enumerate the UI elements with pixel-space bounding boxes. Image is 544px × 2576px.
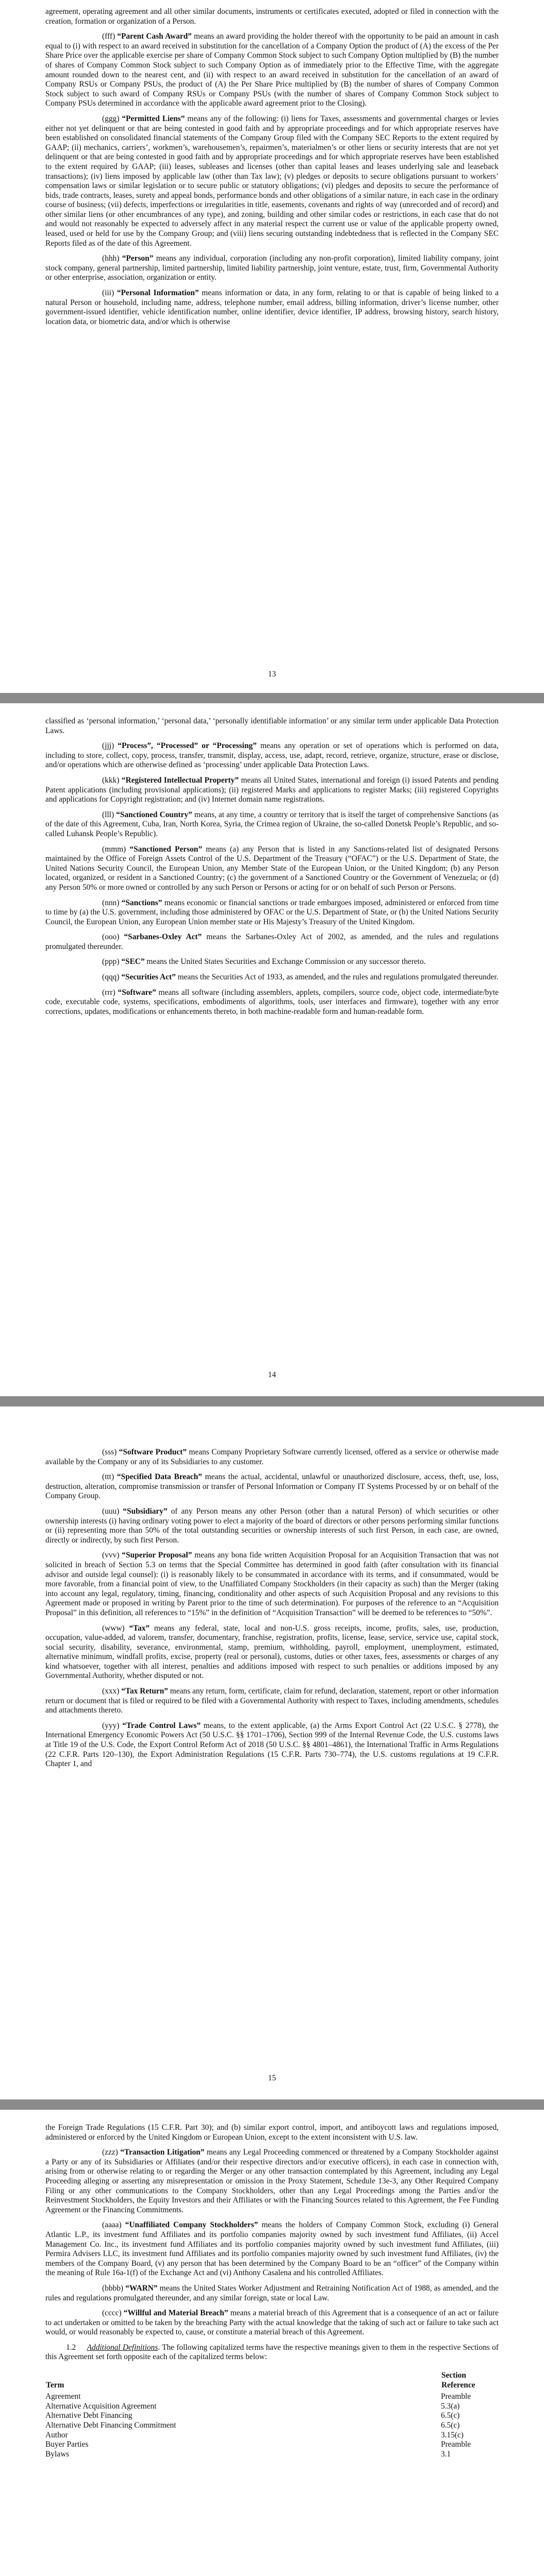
reference-column-header: Section Reference [441,2371,475,2389]
defined-term: “Sarbanes-Oxley Act” [124,933,202,942]
defined-term: “Permitted Liens” [122,114,185,123]
definition-text: means any Legal Proceeding commenced or threatened by a Company Stockholder against a Party or any of its Subsidiaries or Affiliates (and/or their respective directors and/or executive officers), in each case in connection with, arising from or otherwise relating to or regarding the Merger or any other transaction contemplated by this Agreement, including any Legal Proceeding alleging or asserting any misrepresentation or omission in the Proxy Statement, Schedule 13e-3, any Other Required Company Filing or any other communications to the Company Stockholders, other than any Legal Proceedings among the Parties and/or the Reinvestment Stockholders, the Equity Investors and their Affiliates or with the Financing Sources related to this Agreement, the Fee Funding Agreement or the Financing Commitments. [45,2148,499,2214]
definition-label: (zzz) [102,2148,118,2157]
term-cell: Bylaws [45,2449,70,2459]
paragraph-text: classified as ‘personal information,’ ‘personal data,’ ‘personally identifiable information’ or any similar term under applicable Data Protection Laws. [45,717,499,735]
defined-term: “Securities Act” [121,973,176,982]
definition-text: means an award providing the holder thereof with the opportunity to be paid an amount in cash equal to (i) with respect to an award received in substitution for the cancellation of a Company Option the product of (A) the excess of the Per Share Price over the applicable exercise per share of Company Common Stock subject to such Company Option multiplied by (B) the number of shares of Company Common Stock subject to such Company Option as of immediately prior to the Effective Time, with the aggregate amount rounded down to the nearest cent, and (ii) with respect to an award received in substitution for the cancellation of an award of Company RSUs or Company PSUs, the product of (A) the Per Share Price multiplied by (B) the number of shares of Company Common Stock subject to such award of Company RSUs or Company PSUs (with the number of shares of Company Common Stock subject to Company PSUs determined in accordance with the applicable award agreement prior to the Closing). [45,32,499,108]
definition-label: (ttt) [102,1472,114,1482]
table-row [45,2392,499,2402]
definition-iii [45,289,499,327]
definition-text: means any bona fide written Acquisition Proposal for an Acquisition Transaction that was not solicited in breach of Section 5.3 on terms that the Special Committee has determined in good faith (after consultation with its financial advisor and outside legal counsel): (i) is reasonably likely to be consummated in accordance with its terms, and if consummated, would be more favorable, from a financial point of view, to the Unaffiliated Company Stockholders (in their capacity as such) than the Merger (taking into account any legal, regulatory, timing, financing, conditionality and other aspects of such Acquisition Proposal and any revisions to this Agreement made or proposed in writing by Parent prior to the time of such determination). For purposes of the reference to an “Acquisition Proposal” in this definition, all references to “15%” in the definition of “Acquisition Transaction” will be deemed to be references to “50%”. [45,1551,499,1617]
definition-xxx [45,1687,499,1716]
definition-label: (nnn) [102,898,120,907]
definition-mmm [45,845,499,893]
defined-term: “Sanctions” [121,898,162,907]
defined-term: “Software” [118,988,156,997]
defined-term: “Superior Proposal” [122,1551,192,1560]
defined-term: “Sanctioned Country” [116,810,192,819]
defined-term: “Willful and Material Breach” [123,2309,228,2318]
definition-ooo [45,933,499,952]
definition-label: (qqq) [102,973,120,982]
definition-nnn [45,899,499,927]
definition-label: (bbbb) [102,2283,124,2293]
reference-cell: Preamble [441,2440,471,2449]
definition-label: (ooo) [102,933,120,942]
definition-label: (kkk) [102,775,120,785]
reference-cell: 5.3(a) [441,2401,460,2411]
definition-text: means the actual, accidental, unlawful or unauthorized disclosure, access, theft, use, loss, destruction, alteration, compromise transmission or transfer of Personal Information or Company IT Systems Processed by or on behalf of the Company Group. [45,1472,499,1501]
definition-text: means, to the extent applicable, (a) the Arms Export Control Act (22 U.S.C. § 2778), the International Emergency Economic Powers Act (50 U.S.C. §§ 1701–1706), Section 999 of the Internal Revenue Code, the U.S. customs laws at Title 19 of the U.S. Code, the Export Control Reform Act of 2018 (50 U.S.C. §§ 4801–4861), the International Traffic in Arms Regulations (22 C.F.R. Parts 120–130), the Export Administration Regulations (15 C.F.R. Parts 730–774), the U.S. customs regulations at 19 C.F.R. Chapter 1, and [45,1721,499,1769]
definition-ppp [45,957,499,967]
defined-term: “Registered Intellectual Property” [121,775,239,785]
reference-cell: Preamble [441,2392,471,2401]
definition-label: (vvv) [102,1551,120,1560]
paragraph-text: agreement, operating agreement and all other similar documents, instruments or certificates executed, adopted or filed in connection with the creation, formation or organization of a Person. [45,7,499,26]
definition-ttt [45,1472,499,1501]
defined-term: “Trade Control Laws” [122,1721,201,1730]
definition-bbbb [45,2284,499,2303]
defined-term: “Process”, “Processed” or “Processing” [118,741,257,751]
defined-term: “Personal Information” [117,289,199,298]
definition-label: (yyy) [102,1721,120,1730]
page-number: 13 [268,670,276,679]
definition-cccc [45,2309,499,2337]
section-number: 1.2 [66,2343,76,2352]
reference-cell: 6.5(c) [441,2421,460,2430]
defined-term: “Unaffiliated Company Stockholders” [125,2221,258,2230]
definition-jjj [45,741,499,770]
defined-term: “Software Product” [119,1448,187,1456]
page-15 [0,1406,544,2099]
defined-term: “Specified Data Breach” [117,1472,202,1482]
defined-term: “Parent Cash Award” [117,32,192,41]
definition-text: means any individual, corporation (including any non-profit corporation), limited liability company, joint stock company, general partnership, limited partnership, limited liability partnership, joint venture, estate, trust, firm, Governmental Authority or other enterprise, association, organization or entity. [45,254,499,282]
definition-ggg [45,114,499,248]
definition-yyy [45,1721,499,1769]
table-row [45,2431,499,2441]
defined-term: “Subsidiary” [123,1506,168,1516]
definition-label: (sss) [102,1448,117,1456]
page-number: 15 [268,2074,276,2082]
table-row [45,2402,499,2412]
page-15-body [45,1448,499,1769]
table-row [45,2421,499,2431]
definition-lll [45,810,499,839]
paragraph [45,7,499,26]
reference-cell: 6.5(c) [441,2411,460,2420]
definition-label: (mmm) [102,844,126,854]
reference-cell: 3.1 [441,2449,451,2459]
table-row [45,2411,499,2421]
definition-text: means information or data, in any form, relating to or that is capable of being linked to a natural Person or household, including name, address, telephone number, email address, billing information, driver’s license number, other government-issued identifier, vehicle identification number, online identifier, device identifier, IP address, browsing history, search history, location data, or biometric data, and/or which is otherwise [45,289,499,326]
definition-label: (hhh) [102,254,120,263]
term-column-header: Term [46,2380,64,2389]
paragraph-text: the Foreign Trade Regulations (15 C.F.R. Part 30); and (b) similar export control, import, and antiboycott laws and regulations imposed, administered or enforced by the United Kingdom or European Union, except to the extent inconsistent with U.S. law. [45,2123,499,2142]
term-cell: Alternative Acquisition Agreement [45,2401,157,2411]
definition-label: (uuu) [102,1506,120,1516]
defined-term: “SEC” [121,957,145,967]
definition-www [45,1624,499,1682]
page-14 [0,703,544,1396]
definition-text: means Company Proprietary Software currently licensed, offered as a service or otherwise made available by the Company or any of its Subsidiaries to any customer. [45,1448,499,1466]
definition-hhh [45,254,499,283]
page-14-body [45,717,499,1016]
definition-text: means any operation or set of operations which is performed on data, including to store, collect, copy, process, transfer, transmit, display, access, use, adapt, record, retrieve, organize, structure, erase or disclose, and/or operations which are otherwise defined as ‘processing’ under applicable Data Protection Laws. [45,741,499,770]
definition-text: means all United States, international and foreign (i) issued Patents and pending Patent applications (including provisional applications); (ii) registered Marks and applications to register Marks; (iii) registered Copyrights and applications for Copyright registration; and (iv) Internet domain name registrations. [45,775,499,804]
definition-text: of any Person means any other Person (other than a natural Person) of which securities or other ownership interests (i) having ordinary voting power to elect a majority of the board of directors or other persons performing similar functions or (ii) representing more than 50% of the total outstanding securities or ownership interests of such first Person, in each case, are owned, directly or indirectly, by such first Person. [45,1506,499,1545]
paragraph [45,717,499,736]
definition-text: means any federal, state, local and non-U.S. gross receipts, income, profits, sales, use, production, occupation, value-added, ad valorem, transfer, documentary, franchise, registration, profits, license, lease, service, service use, capital stock, social security, disability, severance, environmental, stamp, premium, withholding, payroll, employment, unemployment, estimated, alternative minimum, windfall profits, excise, property (real or personal), customs, duties or other taxes, fees, assessments or charges of any kind whatsoever, together with all interest, penalties and additions imposed with respect to such penalties or additions imposed by any Governmental Authority, whether disputed or not. [45,1623,499,1681]
definition-sss [45,1448,499,1467]
definition-text: means the Sarbanes-Oxley Act of 2002, as amended, and the rules and regulations promulgated thereunder. [45,933,499,951]
section-1-2 [45,2343,499,2362]
term-cell: Agreement [45,2392,81,2401]
section-text: . The following capitalized terms have the respective meanings given to them in the respective Sections of this Agreement set forth opposite each of the capitalized terms below: [45,2343,499,2362]
defined-term: “Person” [122,254,154,263]
definition-kkk [45,776,499,805]
page-13-body [45,7,499,327]
definition-fff [45,32,499,109]
definition-uuu [45,1507,499,1545]
page-number: 14 [268,1370,276,1379]
defined-term: “Sanctioned Person” [129,844,203,854]
defined-term: “Tax” [129,1623,150,1633]
defined-term: “Transaction Litigation” [120,2148,205,2157]
definition-text: means any of the following: (i) liens for Taxes, assessments and governmental charges or levies either not yet delinquent or that are being contested in good faith and by appropriate proceedings and for which appropriate reserves have been established on consolidated financial statements of the Company Group filed with the Company SEC Reports to the extent required by GAAP; (ii) mechanics, carriers’, workmen’s, warehousemen’s, repairmen’s, materialmen’s or other liens or security interests that are not yet delinquent or that are being contested in good faith and by appropriate proceedings and for which appropriate reserves have been established to the extent required by GAAP; (iii) leases, subleases and licenses (other than capital leases and leases underlying sale and leaseback transactions); (iv) liens imposed by applicable law (other than Tax law); (v) pledges or deposits to secure obligations pursuant to workers’ compensation laws or similar legislation or to secure public or statutory obligations; (vi) pledges and deposits to secure the performance of bids, trade contracts, leases, surety and appeal bonds, performance bonds and other obligations of a similar nature, in each case in the ordinary course of business; (vii) defects, imperfections or irregularities in title, easements, covenants and rights of way (unrecorded and of record) and other similar liens (or other encumbrances of any type), and zoning, building and other similar codes or restrictions, in each case that do not and would not reasonably be expected to adversely affect in any material respect the current use or value of the applicable property owned, leased, used or held for use by the Company Group; and (viii) liens securing outstanding indebtedness that is reflected in the Company SEC Reports filed as of the date of this Agreement. [45,114,499,248]
definition-text: means economic or financial sanctions or trade embargoes imposed, administered or enforced from time to time by (a) the U.S. government, including those administered by OFAC or the U.S. Department of State, or (b) the United Nations Security Council, the European Union, any European Union member state or His Majesty’s Treasury of the United Kingdom. [45,898,499,926]
definition-text: means the Securities Act of 1933, as amended, and the rules and regulations promulgated thereunder. [175,973,499,982]
definition-vvv [45,1551,499,1618]
definition-zzz [45,2148,499,2215]
definition-label: (fff) [102,32,116,41]
definition-label: (jjj) [102,741,114,751]
definition-text: means the United States Securities and Exchange Commission or any successor thereto. [144,957,426,967]
definition-rrr [45,988,499,1017]
definition-text: means the holders of Company Common Stock, excluding (i) General Atlantic L.P., its investment fund Affiliates and its portfolio companies majority owned by such investment fund Affiliates, (ii) Accel Management Co. Inc., its investment fund Affiliates and its portfolio companies majority owned by such investment fund Affiliates, (iii) Permira Advisers LLC, its investment fund Affiliates and its portfolio companies majority owned by such investment fund Affiliates, (iv) the members of the Company Board, (v) any person that has been determined by the Company Board to be an “officer” of the Company within the meaning of Rule 16a-1(f) of the Exchange Act and (vi) Anthony Casalena and his controlled Affiliates. [45,2221,499,2278]
term-cell: Alternative Debt Financing [45,2411,133,2420]
definition-label: (www) [102,1623,125,1633]
section-title: Additional Definitions [87,2343,158,2352]
definition-text: means (a) any Person that is listed in any Sanctions-related list of designated Persons maintained by the Office of Foreign Assets Control of the U.S. Department of the Treasury (“OFAC”) or the U.S. Department of State, the United Nations Security Council, the European Union, any Member State of the European Union, or the United Kingdom; (b) any Person located, organized, or resident in a Sanctioned Country; (c) the government of a Sanctioned Country or the Government of Venezuela; or (d) any Person 50% or more owned or controlled by any such Person or Persons or acting for or on behalf of such Person or Persons. [45,844,499,892]
reference-cell: 3.15(c) [441,2430,464,2439]
definitions-table [45,2370,499,2459]
definition-label: (iii) [102,289,114,298]
definition-text: means any return, form, certificate, claim for refund, declaration, statement, report or other information return or document that is filed or required to be filed with a Governmental Authority with respect to Taxes, including amendments, schedules and attachments thereto. [45,1687,499,1715]
term-cell: Alternative Debt Financing Commitment [45,2421,176,2430]
definition-label: (rrr) [102,988,116,997]
definition-text: means the United States Worker Adjustment and Retraining Notification Act of 1988, as amended, and the rules and regulations promulgated thereunder, and any similar foreign, state or local Law. [45,2283,499,2302]
page-16 [0,2110,544,2576]
definition-label: (cccc) [102,2309,122,2318]
definition-label: (xxx) [102,1687,120,1696]
defined-term: “WARN” [125,2283,158,2293]
definition-label: (aaaa) [102,2221,122,2230]
table-row [45,2450,499,2460]
page-13 [0,0,544,693]
definition-qqq [45,973,499,982]
term-cell: Author [45,2430,68,2439]
table-row [45,2440,499,2450]
term-cell: Buyer Parties [45,2440,89,2449]
definition-text: means, at any time, a country or territory that is itself the target of comprehensive Sanctions (as of the date of this Agreement, Cuba, Iran, North Korea, Syria, the Crimea region of Ukraine, the so-called Donetsk People’s Republic, and so-called Luhansk People’s Republic). [45,810,499,838]
definition-label: (ggg) [102,114,120,123]
definition-text: means all software (including assemblers, applets, compilers, source code, object code, intermediate/byte code, executable code, systems, specifications, embodiments of algorithms, tools, user interfaces and firmware), together with any error corrections, updates, modifications or enhancements thereto, in both machine-readable form and human-readable form. [45,988,499,1016]
paragraph [45,2123,499,2142]
definition-label: (ppp) [102,957,120,967]
page-16-body [45,2123,499,2459]
defined-term: “Tax Return” [121,1687,168,1696]
definition-aaaa [45,2221,499,2278]
definition-text: means a material breach of this Agreement that is a consequence of an act or failure to act undertaken or omitted to be taken by the breaching Party with the actual knowledge that the taking of such act or failure to take such act would, or would reasonably be expected to, cause, or constitute a material breach of this Agreement. [45,2309,499,2337]
definition-label: (lll) [102,810,114,819]
table-header-row [45,2370,499,2392]
